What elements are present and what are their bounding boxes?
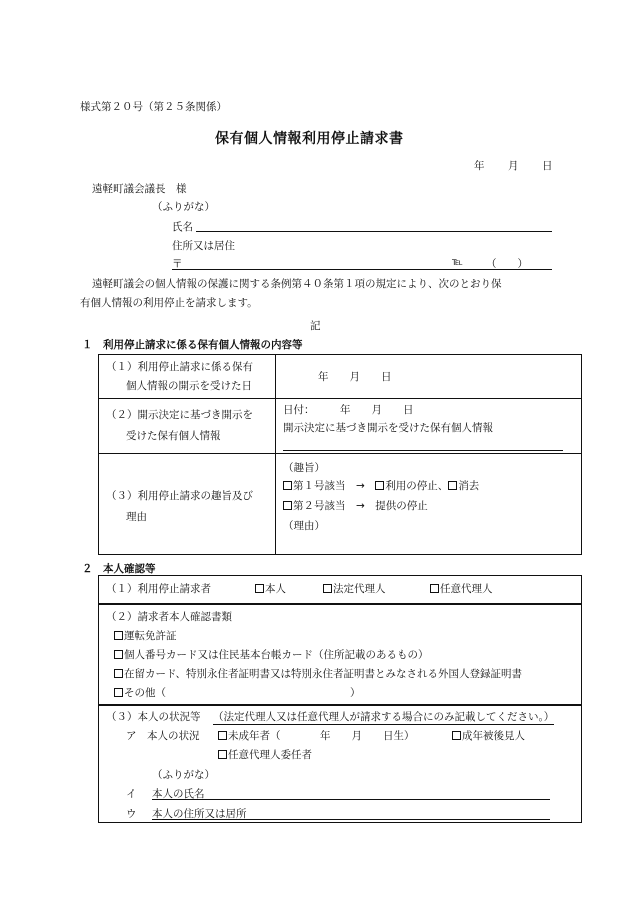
- checkbox-stop-use[interactable]: [375, 481, 384, 490]
- s2-r1-opt2: [323, 581, 386, 596]
- checkbox-item-1[interactable]: [283, 481, 292, 490]
- s2-r2-opt1: [114, 628, 177, 643]
- checkbox-delegator[interactable]: [218, 750, 227, 759]
- delegator-text: 任意代理人委任者: [228, 749, 312, 761]
- principal-name-mark: イ: [126, 788, 137, 800]
- voluntary-rep-text: 任意代理人: [440, 583, 493, 595]
- option-erase-text: 消去: [458, 480, 480, 492]
- status-delegator: [218, 747, 312, 762]
- checkbox-license[interactable]: [114, 631, 123, 640]
- s2-r3-note: （法定代理人又は任意代理人が請求する場合にのみ記載してください。）: [213, 711, 555, 723]
- s2-r1-label: （１）利用停止請求者: [106, 583, 211, 595]
- row2-date-label: 日付：: [283, 404, 315, 416]
- checkbox-minor[interactable]: [218, 731, 227, 740]
- name-label: 氏名: [172, 221, 193, 233]
- row1-date[interactable]: 年 月 日: [318, 371, 392, 383]
- section2-heading: ２ 本人確認等: [82, 563, 156, 575]
- status-label: ア 本人の状況: [126, 730, 200, 742]
- ki-mark: 記: [310, 320, 321, 332]
- s2-r2-opt2: [114, 647, 429, 662]
- self-text: 本人: [265, 583, 286, 595]
- form-number: 様式第２０号（第２５条関係）: [80, 101, 227, 113]
- row2-date[interactable]: 年 月 日: [340, 404, 414, 416]
- intro-line-1: 遠軽町議会の個人情報の保護に関する条例第４０条第１項の規定により、次のとおり保: [92, 278, 502, 290]
- address-label: 住所又は居住: [172, 240, 235, 252]
- s2-r2-label: （２）請求者本人確認書類: [106, 611, 232, 623]
- row2-label-a: （２）開示決定に基づき開示を: [106, 409, 253, 421]
- date-day: 日: [542, 160, 553, 172]
- checkbox-erase[interactable]: [448, 481, 457, 490]
- s2-r2-opt3: [114, 666, 522, 681]
- checkbox-other[interactable]: [114, 688, 123, 697]
- s2-r2-opt4: [114, 685, 166, 700]
- row2-info-field[interactable]: [283, 450, 563, 451]
- checkbox-adult-ward[interactable]: [452, 731, 461, 740]
- section1-row-divider-2: [98, 453, 582, 454]
- status-ward: [452, 728, 525, 743]
- option-stop-use-text: 利用の停止、: [385, 480, 449, 492]
- adult-ward-text: 成年被後見人: [462, 730, 525, 742]
- section1-heading: １ 利用停止請求に係る保有個人情報の内容等: [82, 339, 303, 351]
- minor-text: 未成年者（: [228, 730, 281, 742]
- s2-r3-label: （３）本人の状況等: [106, 711, 201, 723]
- principal-address-field[interactable]: [152, 819, 550, 820]
- row3-option-1: [283, 478, 479, 493]
- postal-mark: 〒: [172, 258, 183, 270]
- s2-r1-opt1: [255, 581, 286, 596]
- minor-birthdate[interactable]: 年 月 日生）: [320, 730, 415, 742]
- tel-paren: （ ）: [486, 258, 528, 270]
- checkbox-item-2[interactable]: [283, 501, 292, 510]
- principal-address-mark: ウ: [126, 808, 137, 820]
- row1-label-b: 個人情報の開示を受けた日: [126, 380, 252, 392]
- row2-info: 開示決定に基づき開示を受けた保有個人情報: [283, 422, 493, 434]
- mynumber-text: 個人番号カード又は住民基本台帳カード（住所記載のあるもの）: [124, 649, 429, 661]
- checkbox-legal-rep[interactable]: [323, 584, 332, 593]
- s2-r1-opt3: [430, 581, 493, 596]
- section1-column-divider: [275, 354, 276, 555]
- option-2-text: 第２号該当 → 提供の停止: [293, 500, 428, 512]
- checkbox-mynumber[interactable]: [114, 650, 123, 659]
- applicant-furigana: （ふりがな）: [152, 201, 215, 213]
- other-text: その他（: [124, 687, 166, 699]
- row3-option-2: [283, 498, 428, 513]
- row3-label-b: 理由: [126, 511, 147, 523]
- addressee: 遠軽町議会議長 様: [92, 183, 187, 195]
- principal-address-label: 本人の住所又は居所: [152, 808, 247, 820]
- license-text: 運転免許証: [124, 630, 177, 642]
- principal-name-field[interactable]: [152, 799, 550, 800]
- section1-row-divider-1: [98, 398, 582, 399]
- tel-label: ℡: [452, 257, 463, 268]
- principal-name-label: 本人の氏名: [152, 788, 205, 800]
- legal-rep-text: 法定代理人: [333, 583, 386, 595]
- residence-card-text: 在留カード、特別永住者証明書又は特別永住者証明書とみなされる外国人登録証明書: [124, 668, 523, 680]
- option-1-text: 第１号該当 →: [293, 480, 376, 492]
- row1-label-a: （１）利用停止請求に係る保有: [106, 361, 253, 373]
- intro-line-2: 有個人情報の利用停止を請求します。: [80, 297, 258, 309]
- name-field[interactable]: [196, 231, 552, 232]
- page-title: 保有個人情報利用停止請求書: [215, 131, 404, 147]
- checkbox-residence-card[interactable]: [114, 669, 123, 678]
- row2-label-b: 受けた保有個人情報: [126, 430, 221, 442]
- row3-label-a: （３）利用停止請求の趣旨及び: [106, 490, 253, 502]
- principal-furigana: （ふりがな）: [152, 769, 215, 781]
- checkbox-voluntary-rep[interactable]: [430, 584, 439, 593]
- status-minor: [218, 728, 281, 743]
- checkbox-self[interactable]: [255, 584, 264, 593]
- date-month: 月: [508, 160, 519, 172]
- date-year: 年: [474, 160, 485, 172]
- other-close: ）: [350, 687, 361, 699]
- row3-reason-label: （理由）: [283, 520, 325, 532]
- row3-purpose-label: （趣旨）: [283, 462, 325, 474]
